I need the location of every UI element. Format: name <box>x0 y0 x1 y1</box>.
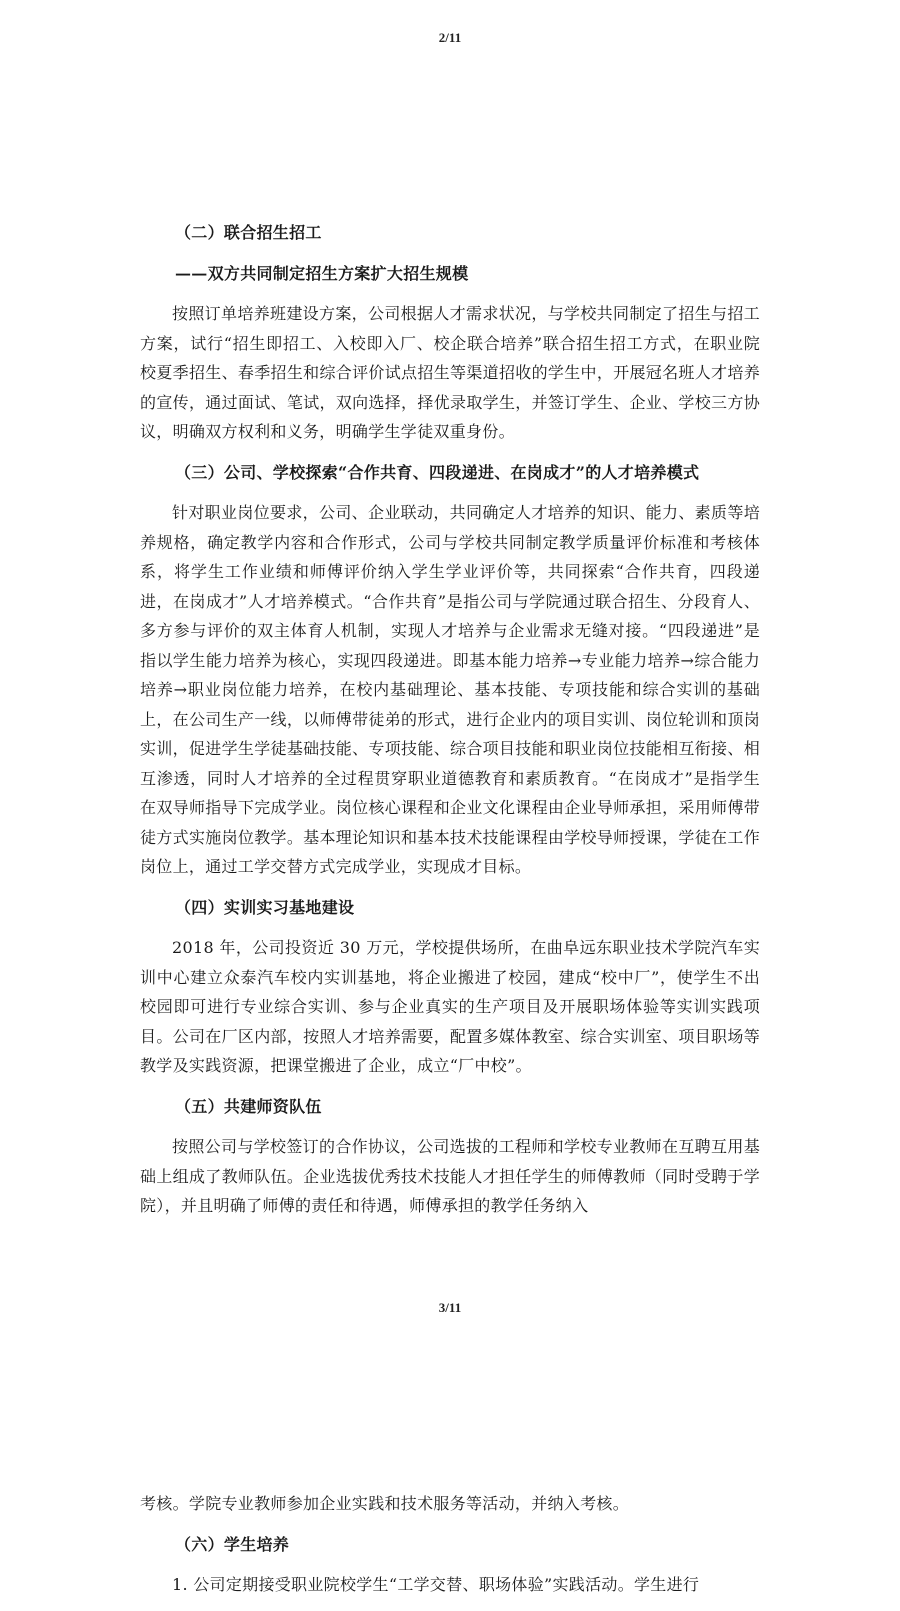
paragraph: 1. 公司定期接受职业院校学生“工学交替、职场体验”实践活动。学生进行 <box>172 1575 700 1594</box>
section-heading-student-training: （六）学生培养 <box>175 1534 290 1554</box>
section-heading-joint-enrollment: （二）联合招生招工 <box>175 223 322 242</box>
paragraph-continued: 考核。学院专业教师参加企业实践和技术服务等活动，并纳入考核。 <box>140 1494 630 1513</box>
paragraph: 2018 年，公司投资近 30 万元，学校提供场所，在曲阜远东职业技术学院汽车实训中心建立众泰汽车校内实训基地，将企业搬进了校园，建成“校中厂”，使学生不出校园即可进行专业综合实训、参与企业真实的生产项目及开展职场体验等实训实践项目。公司在厂区内部，按照人才培养需要，配置多媒体教室、综合实训室、项目职场等教学及实践资源，把课堂搬进了企业，成立“厂中校”。 <box>140 938 760 1075</box>
page-number: 2/11 <box>438 30 462 45</box>
section-heading-teaching-staff: （五）共建师资队伍 <box>175 1096 322 1116</box>
page-2-content <box>140 218 760 1232</box>
section-heading-training-model: （三）公司、学校探索“合作共育、四段递进、在岗成才”的人才培养模式 <box>175 462 700 482</box>
section-subheading: ——双方共同制定招生方案扩大招生规模 <box>175 263 469 283</box>
paragraph: 按照订单培养班建设方案，公司根据人才需求状况，与学校共同制定了招生与招工方案，试行“招生即招工、入校即入厂、校企联合培养”联合招生招工方式，在职业院校夏季招生、春季招生和综合评价试点招生等渠道招收的学生中，开展冠名班人才培养的宣传，通过面试、笔试，双向选择，择优录取学生，并签订学生、企业、学校三方协议，明确双方权利和义务，明确学生学徒双重身份。 <box>140 304 760 441</box>
section-heading-training-base: （四）实训实习基地建设 <box>175 897 355 917</box>
paragraph: 针对职业岗位要求，公司、企业联动，共同确定人才培养的知识、能力、素质等培养规格，确定教学内容和合作形式，公司与学校共同制定教学质量评价标准和考核体系，将学生工作业绩和师傅评价纳入学生学业评价等，共同探索“合作共育，四段递进，在岗成才”人才培养模式。“合作共育”是指公司与学院通过联合招生、分段育人、多方参与评价的双主体育人机制，实现人才培养与企业需求无缝对接。“四段递进”是指以学生能力培养为核心，实现四段递进。即基本能力培养→专业能力培养→综合能力培养→职业岗位能力培养，在校内基础理论、基本技能、专项技能和综合实训的基础上，在公司生产一线，以师傅带徒弟的形式，进行企业内的项目实训、岗位轮训和顶岗实训，促进学生学徒基础技能、专项技能、综合项目技能和职业岗位技能相互衔接、相互渗透，同时人才培养的全过程贯穿职业道德教育和素质教育。“在岗成才”是指学生在双导师指导下完成学业。岗位核心课程和企业文化课程由企业导师承担，采用师傅带徒方式实施岗位教学。基本理论知识和基本技术技能课程由学校导师授课，学徒在工作岗位上，通过工学交替方式完成学业，实现成才目标。 <box>140 503 760 876</box>
page-3-content <box>140 1489 760 1611</box>
paragraph: 按照公司与学校签订的合作协议，公司选拔的工程师和学校专业教师在互聘互用基础上组成了教师队伍。企业选拔优秀技术技能人才担任学生的师傅教师（同时受聘于学院），并且明确了师傅的责任和待遇，师傅承担的教学任务纳入 <box>140 1137 760 1215</box>
page-number: 3/11 <box>438 1300 462 1315</box>
